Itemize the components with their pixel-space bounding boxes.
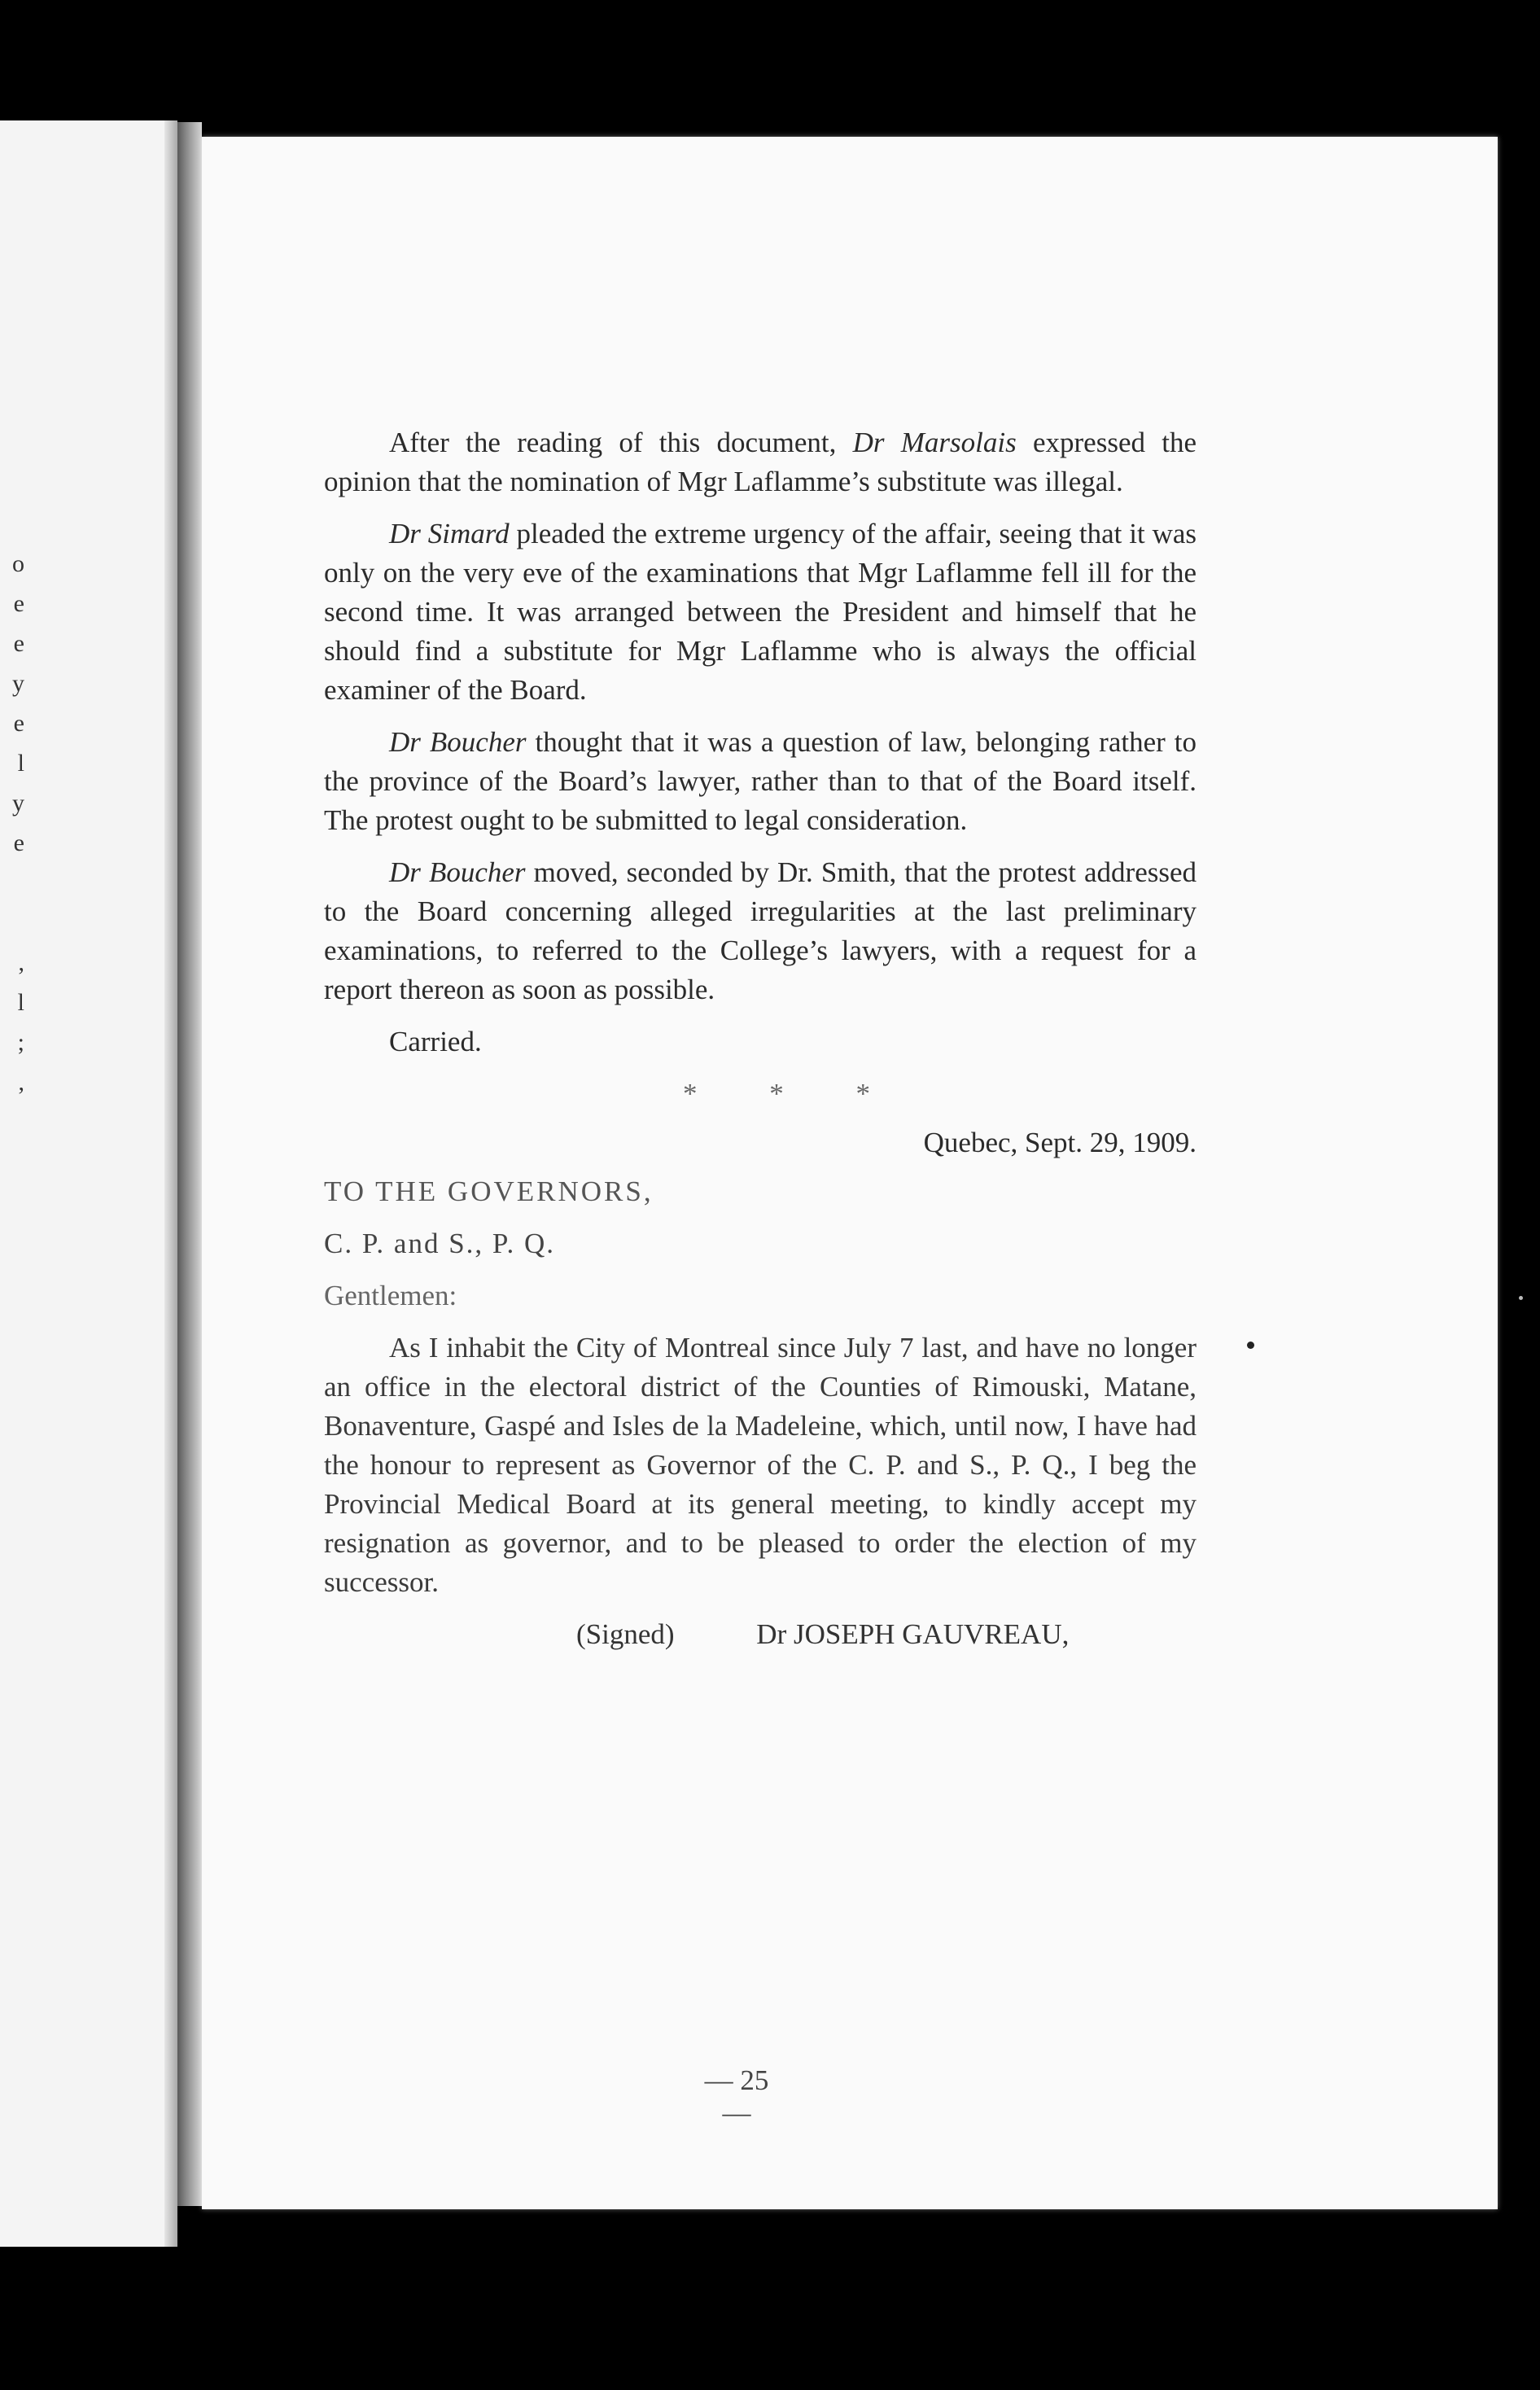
page-number: — 25 —: [704, 2064, 769, 2129]
minutes-paragraph: [324, 514, 1197, 710]
left-page-letter: y: [12, 670, 24, 697]
paragraph-lead: After the reading of this document,: [389, 427, 853, 458]
carried-line: Carried.: [389, 1026, 482, 1057]
left-page-letter: e: [13, 829, 24, 856]
left-page-letter: [0, 903, 24, 943]
left-page-letter: l: [17, 750, 24, 777]
letter-body: As I inhabit the City of Montreal since July 7 last, and have no longer an office in the electoral district of the Counties of Rimouski, Matane, Bonaventure, Gaspé and Isles de la Madeleine, which, until now, I have had the honour to represent as Governor of the C. P. and S., P. Q., I beg the Provincial Medical Board at its general meeting, to kindly accept my resignation as governor, and to be pleased to order the election of my successor.: [324, 1332, 1197, 1598]
book-gutter: [177, 122, 202, 2206]
minutes-paragraph: [324, 423, 1197, 501]
paragraph-text: moved, seconded by Dr. Smith, that the protest addressed to the Board concerning alleged irregularities at the last preliminary examinations, to referred to the College’s lawyers, with a request for a report thereon as soon as possible.: [324, 856, 1197, 1005]
speaker-name: Dr Boucher: [389, 726, 527, 758]
left-page-letter: ,: [18, 1069, 24, 1096]
speaker-name: Dr Marsolais: [852, 427, 1017, 458]
left-page-letter: e: [13, 710, 24, 737]
speaker-name: Dr Simard: [389, 518, 510, 549]
left-page-letter: ;: [17, 1029, 24, 1056]
left-page-text-fragments: [0, 544, 24, 1102]
letter-addressee: TO THE GOVERNORS,: [324, 1175, 654, 1207]
minutes-paragraph: [324, 723, 1197, 840]
paragraph-text: thought that it was a question of law, belonging rather to the province of the Board’s lawyer, rather than to that of the Board itself. The protest ought to be submitted to legal consideration.: [324, 726, 1197, 836]
letter-addressee-org: C. P. and S., P. Q.: [324, 1228, 556, 1259]
scan-speck: [1247, 1342, 1254, 1349]
page-body: [324, 423, 1197, 1667]
minutes-paragraph: [324, 853, 1197, 1009]
section-separator: * * *: [683, 1078, 903, 1110]
left-facing-page: [0, 120, 177, 2247]
paragraph-text: pleaded the extreme urgency of the affair, seeing that it was only on the very eve of the examinations that Mgr Laflamme fell ill for the second time. It was arranged between the President and himself that he should find a substitute for Mgr Laflamme who is always the official examiner of the Board.: [324, 518, 1197, 706]
signed-label: (Signed): [576, 1618, 675, 1650]
letter-salutation: Gentlemen:: [324, 1280, 457, 1311]
left-page-letter: e: [13, 630, 24, 657]
left-page-letter: [0, 863, 24, 903]
left-page-letter: o: [12, 550, 24, 577]
paragraph-text: expressed the opinion that the nomination of Mgr Laflamme’s substitute was illegal.: [324, 427, 1197, 497]
left-page-letter: ,: [18, 949, 24, 976]
left-page-letter: y: [12, 790, 24, 816]
left-page-letter: l: [17, 989, 24, 1016]
signature-line: [324, 1615, 1197, 1654]
left-page-letter: e: [13, 590, 24, 617]
speaker-name: Dr Boucher: [389, 856, 526, 888]
letter-dateline: Quebec, Sept. 29, 1909.: [923, 1127, 1197, 1158]
letter-body-section: [324, 1329, 1197, 1602]
minutes-section: [324, 423, 1197, 1009]
left-page-edge: [164, 120, 177, 2247]
signatory-name: Dr JOSEPH GAUVREAU,: [756, 1618, 1070, 1650]
scan-speck: [1519, 1296, 1523, 1300]
